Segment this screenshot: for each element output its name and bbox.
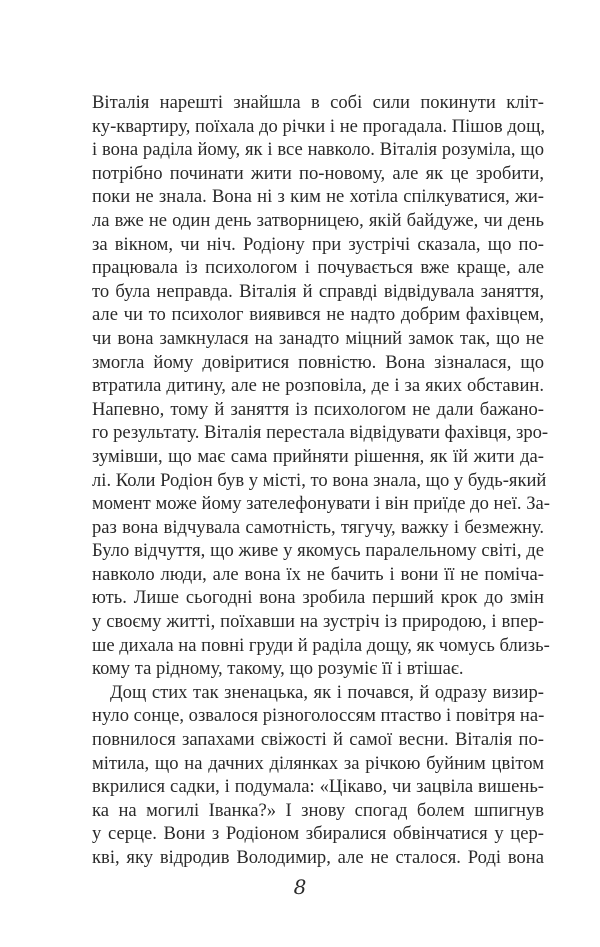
body-text bbox=[92, 91, 550, 870]
text-line: ка на могилі Іванка?» І знову спогад болем шпигнув bbox=[92, 799, 544, 821]
text-line: ють. Лише сьогодні вона зробила перший крок до змін bbox=[92, 587, 544, 609]
text-line: вкрилися садки, і подумала: «Цікаво, чи зацвіла вишень- bbox=[92, 776, 544, 798]
text-line: повнилося запахами свіжості й самої весни. Віталія по- bbox=[92, 729, 544, 751]
text-line: і вона раділа йому, як і все навколо. Віталія розуміла, що bbox=[92, 139, 544, 161]
text-line: втратила дитину, але не розповіла, де і за яких обставин. bbox=[92, 375, 544, 397]
text-line: у серце. Вони з Родіоном збиралися обвінчатися у цер- bbox=[92, 823, 544, 845]
text-line: Дощ стих так зненацька, як і почався, й одразу визир- bbox=[110, 681, 544, 703]
text-line: Напевно, тому й заняття із психологом не дали бажано- bbox=[92, 398, 544, 420]
text-line: лі. Коли Родіон був у місті, то вона знала, що у будь-який bbox=[92, 469, 547, 491]
text-line: момент може йому зателефонувати і він приїде до неї. За- bbox=[92, 493, 550, 515]
text-line: мітила, що на дачних ділянках за річкою буйним цвітом bbox=[92, 752, 544, 774]
text-line: за вікном, чи ніч. Родіону при зустрічі сказала, що по- bbox=[92, 233, 544, 255]
text-line: Було відчуття, що живе у якомусь паралельному світі, де bbox=[92, 540, 544, 562]
page-number: 8 bbox=[293, 875, 307, 899]
text-line: ше дихала на повні груди й раділа дощу, як чомусь близь- bbox=[92, 634, 550, 656]
text-line: Віталія нарешті знайшла в собі сили покинути кліт- bbox=[92, 92, 544, 113]
text-line: змогла йому довіритися повністю. Вона зізналася, що bbox=[92, 351, 544, 373]
text-line: то була неправда. Віталія й справді відвідувала заняття, bbox=[92, 280, 544, 302]
paragraph bbox=[92, 681, 544, 870]
text-line: зумівши, що має сама прийняти рішення, як їй жити да- bbox=[92, 445, 544, 467]
text-line: ла вже не один день затворницею, якій байдуже, чи день bbox=[92, 209, 544, 231]
text-line: але чи то психолог виявився не надто добрим фахівцем, bbox=[92, 304, 544, 326]
paragraph bbox=[92, 91, 550, 681]
text-line: чи вона замкнулася на занадто міцний замок так, що не bbox=[92, 327, 544, 349]
text-line: нуло сонце, озвалося різноголоссям птаство і повітря на- bbox=[92, 705, 545, 727]
text-line: поки не знала. Вона ні з ким не хотіла спілкуватися, жи- bbox=[92, 186, 544, 208]
text-line: ку-квартиру, поїхала до річки і не прогадала. Пішов дощ, bbox=[92, 115, 546, 137]
text-line: кві, яку відродив Володимир, але не сталося. Роді вона bbox=[92, 847, 544, 868]
text-line: у своєму житті, поїхавши на зустріч із природою, і впер- bbox=[92, 611, 544, 633]
text-line: го результату. Віталія перестала відвідувати фахівця, зро- bbox=[92, 422, 549, 444]
text-line: кому та рідному, такому, що розуміє її і втішає. bbox=[92, 658, 464, 680]
text-line: навколо люди, але вона їх не бачить і вони її не поміча- bbox=[92, 563, 544, 585]
text-line: раз вона відчувала самотність, тягучу, важку і безмежну. bbox=[92, 516, 544, 538]
text-line: працювала із психологом і почувається вже краще, але bbox=[92, 257, 544, 279]
text-line: потрібно починати жити по-новому, але як це зробити, bbox=[92, 162, 544, 184]
